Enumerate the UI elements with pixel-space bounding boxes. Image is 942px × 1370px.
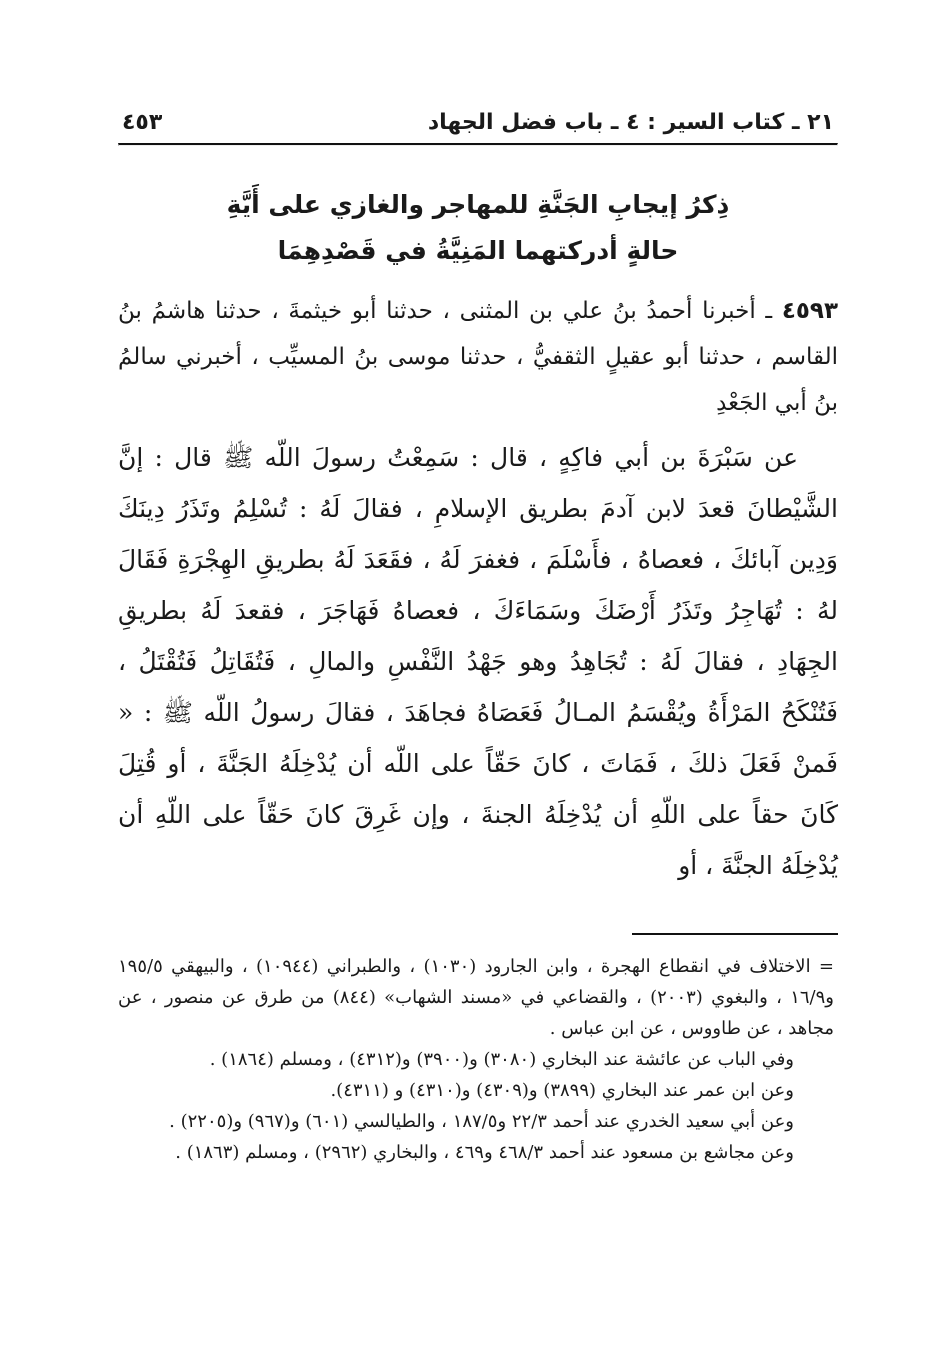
chapter-title-line-2: حالةٍ أدركتهما المَنِيَّةُ في قَصْدِهِمَا	[277, 236, 679, 265]
footnotes	[118, 951, 838, 1168]
footnote-item: = الاختلاف في انقطاع الهجرة ، وابن الجارود (١٠٣٠) ، والطبراني (١٠٩٤٤) ، والبيهقي ١٩٥/٥ و١٦/٩ ، والبغوي (٢٠٠٣) ، والقضاعي في «مسند الشهاب» (٨٤٤) من طرق عن منصور ، عن مجاهد ، عن طاووس ، عن ابن عباس .	[118, 956, 834, 1039]
header-rule	[118, 143, 838, 146]
footnote-item: وعن مجاشع بن مسعود عند أحمد ٤٦٨/٣ و٤٦٩ ، والبخاري (٢٩٦٢) ، ومسلم (١٨٦٣) .	[175, 1142, 794, 1163]
running-header	[118, 110, 838, 143]
hadith-matn: عن سَبْرَةَ بن أبي فاكِهٍ ، قال : سَمِعْتُ رسولَ اللّه ﷺ قال : إنَّ الشَّيْطانَ قعدَ لابن آدمَ بطريق الإسلامِ ، فقالَ لَهُ : تُسْلِمُ وتَذَرُ دِينَكَ وَدِين آبائكَ ، فعصاهُ ، فأَسْلَمَ ، فغفرَ لَهُ ، فقَعَدَ لَهُ بطريقِ الهِجْرَةِ فَقَالَ لهُ : تُهَاجِرُ وتَذَرُ أَرْضَكَ وسَمَاءَكَ ، فعصاهُ فَهَاجَرَ ، فقعدَ لَهُ بطريقِ الجِهَادِ ، فقالَ لَهُ : تُجَاهِدُ وهو جَهْدُ النَّفْسِ والمالِ ، فَتُقَاتِلُ فَتُقْتَلُ ، فَتُنْكَحُ المَرْأَةُ ويُقْسَمُ المـالُ فَعَصَاهُ فجاهَدَ ، فقالَ رسولُ اللّه ﷺ : « فَمنْ فَعَلَ ذلكَ ، فَمَاتَ ، كانَ حَقّاً على اللّه أن يُدْخِلَهُ الجَنَّةَ ، أو قُتِلَ كَانَ حقاً على اللّهِ أن يُدْخِلَهُ الجنةَ ، وإن غَرِقَ كانَ حَقّاً على اللّهِ أن يُدْخِلَهُ الجنَّةَ ، أو	[118, 443, 838, 880]
footnote-item: وعن ابن عمر عند البخاري (٣٨٩٩) و(٤٣٠٩) و(٤٣١٠) و (٤٣١١).	[330, 1080, 794, 1101]
hadith-isnad: ـ أخبرنا أحمدُ بنُ علي بن المثنى ، حدثنا أبو خيثمةَ ، حدثنا هاشمُ بنُ القاسم ، حدثنا أبو عقيلٍ الثقفيُّ ، حدثنا موسى بنُ المسيِّب ، أخبرني سالمُ بنُ أبي الجَعْدِ	[118, 298, 838, 416]
hadith-number: ٤٥٩٣	[781, 298, 838, 324]
book-page	[118, 110, 838, 1330]
footnote-item: وعن أبي سعيد الخدري عند أحمد ٢٢/٣ و١٨٧/٥ ، والطيالسي (٦٠١) و(٩٦٧) و(٢٢٠٥) .	[169, 1111, 794, 1132]
chapter-heading	[118, 182, 838, 274]
page-number: ٤٥٣	[122, 110, 163, 135]
hadith-matn-paragraph	[118, 432, 838, 891]
hadith-isnad-paragraph	[118, 288, 838, 426]
footnote-item: وفي الباب عن عائشة عند البخاري (٣٠٨٠) و(٣٩٠٠) و(٤٣١٢) ، ومسلم (١٨٦٤) .	[209, 1049, 794, 1070]
footnote-rule	[632, 933, 838, 935]
section-title: ٢١ ـ كتاب السير : ٤ ـ باب فضل الجهاد	[427, 110, 834, 135]
chapter-title-line-1: ذِكرُ إيجابِ الجَنَّةِ للمهاجر والغازي على أَيَّةِ	[226, 190, 730, 219]
